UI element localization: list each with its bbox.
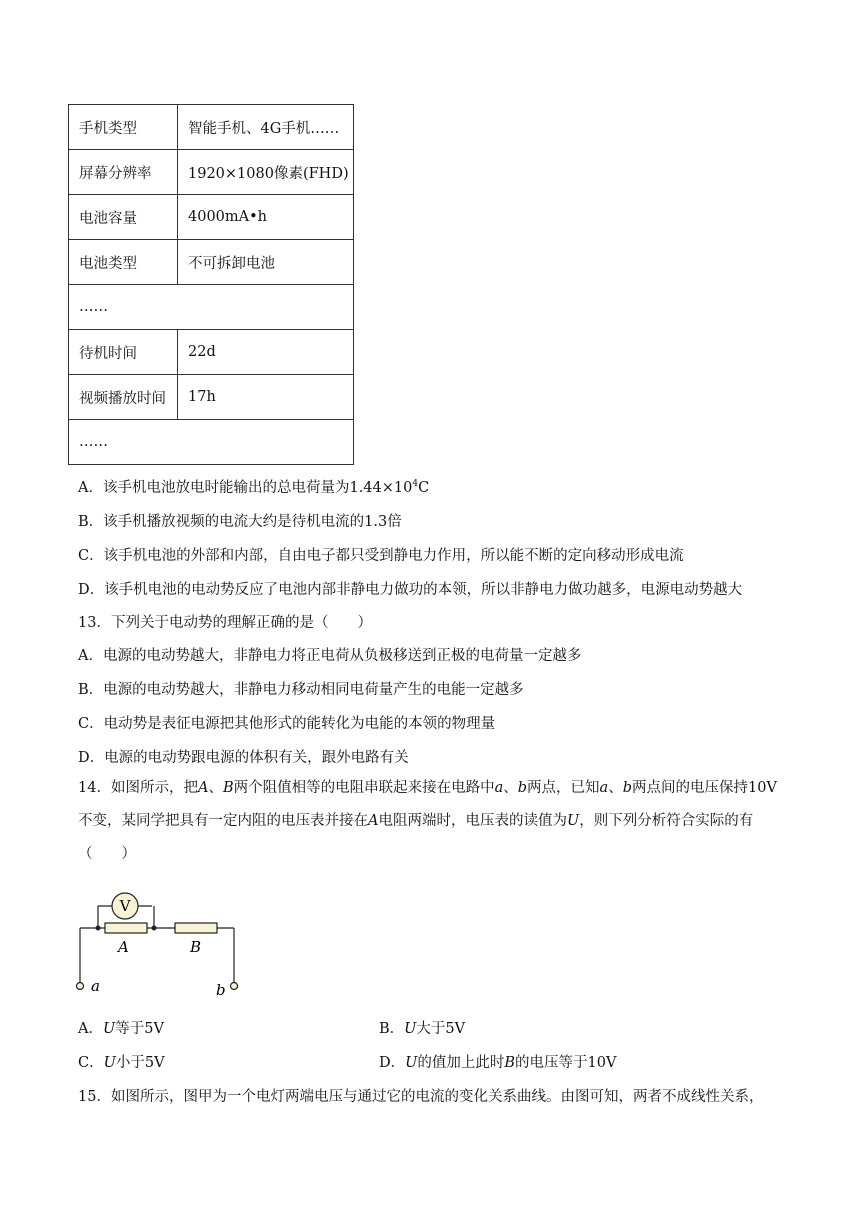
q14-text: ，则下列分析符合实际的有（ ） <box>78 813 754 862</box>
junction-dot <box>152 926 157 931</box>
spec-ellipsis: …… <box>69 420 354 465</box>
terminal-b <box>231 983 238 990</box>
table-row <box>69 330 354 375</box>
var-U: U <box>404 1021 417 1037</box>
resistor-b <box>175 923 217 933</box>
terminal-a <box>77 983 84 990</box>
spec-key: 屏幕分辨率 <box>69 150 178 195</box>
q14-option-a <box>78 1017 164 1038</box>
spec-key: 手机类型 <box>69 105 178 150</box>
table-row <box>69 150 354 195</box>
table-row <box>69 285 354 330</box>
spec-value: 不可拆卸电池 <box>178 240 354 285</box>
q14-text: 两点，已知 <box>527 780 600 796</box>
table-row <box>69 420 354 465</box>
var-U: U <box>102 1021 116 1037</box>
phone-spec-table <box>68 104 354 465</box>
spec-value: 4000mA•h <box>178 195 354 240</box>
option-text: 小于5V <box>115 1055 165 1071</box>
voltmeter-label: V <box>119 897 131 915</box>
spec-key: 待机时间 <box>69 330 178 375</box>
q13-option-d: D．电源的电动势跟电源的体积有关，跟外电路有关 <box>78 750 409 766</box>
q12-option-c: C．该手机电池的外部和内部，自由电子都只受到静电力作用，所以能不断的定向移动形成电流 <box>78 548 684 564</box>
q13-option-a: A．电源的电动势越大，非静电力将正电荷从负极移送到正极的电荷量一定越多 <box>78 648 582 664</box>
resistor-a-label: A <box>118 938 129 956</box>
q14-stem <box>78 772 790 871</box>
spec-ellipsis: …… <box>69 285 354 330</box>
q14-text: 、 <box>208 780 223 796</box>
q14-option-d <box>379 1051 616 1072</box>
q12-option-a-text: A．该手机电池放电时能输出的总电荷量为1.44×10 <box>78 480 413 496</box>
q14-text: 电阻两端时，电压表的读值为 <box>378 813 567 829</box>
table-row <box>69 240 354 285</box>
resistor-a <box>105 923 147 933</box>
spec-key: 电池容量 <box>69 195 178 240</box>
option-letter: C． <box>78 1055 104 1071</box>
var-U: U <box>405 1055 418 1071</box>
var-U: U <box>566 813 580 829</box>
var-B: B <box>222 780 234 796</box>
spec-value: 1920×1080像素(FHD) <box>178 150 354 195</box>
var-U: U <box>103 1055 116 1071</box>
table-row <box>69 375 354 420</box>
resistor-b-label: B <box>190 938 202 956</box>
q12-option-a-exponent: 4 <box>412 479 419 489</box>
var-a: a <box>599 780 609 796</box>
spec-key: 视频播放时间 <box>69 375 178 420</box>
q13-option-c: C．电动势是表征电源把其他形式的能转化为电能的本领的物理量 <box>78 716 496 732</box>
circuit-diagram <box>74 880 250 1000</box>
q14-option-b <box>379 1017 465 1038</box>
option-letter: D． <box>379 1055 406 1071</box>
var-A: A <box>197 780 209 796</box>
var-A: A <box>368 813 379 829</box>
option-text: 的值加上此时 <box>417 1055 505 1071</box>
q15-stem: 15．如图所示，图甲为一个电灯两端电压与通过它的电流的变化关系曲线。由图可知，两者不成线性关系， <box>78 1089 764 1105</box>
table-row <box>69 105 354 150</box>
q14-text: 两点间的电压保持10V不变，某同学把具有一定内阻的电压表并接在 <box>78 780 777 829</box>
option-letter: A． <box>78 1021 103 1037</box>
q12-option-d: D．该手机电池的电动势反应了电池内部非静电力做功的本领，所以非静电力做功越多，电源电动势越大 <box>78 582 743 598</box>
option-text: 大于5V <box>416 1021 466 1037</box>
q12-option-a <box>78 476 429 497</box>
terminal-b-label: b <box>216 981 226 999</box>
q14-text: 、 <box>503 780 518 796</box>
q14-text: 14．如图所示，把 <box>78 780 198 796</box>
q14-option-c <box>78 1051 165 1072</box>
var-B: B <box>504 1055 516 1071</box>
q12-option-b: B．该手机播放视频的电流大约是待机电流的1.3倍 <box>78 514 402 530</box>
junction-dot <box>96 926 101 931</box>
spec-value: 17h <box>178 375 354 420</box>
spec-value: 智能手机、4G手机…… <box>178 105 354 150</box>
q14-text: 两个阻值相等的电阻串联起来接在电路中 <box>233 780 495 796</box>
q13-stem: 13．下列关于电动势的理解正确的是（ ） <box>78 615 372 631</box>
var-a: a <box>494 780 504 796</box>
var-b: b <box>622 780 632 796</box>
spec-key: 电池类型 <box>69 240 178 285</box>
spec-value: 22d <box>178 330 354 375</box>
option-text: 的电压等于10V <box>515 1055 617 1071</box>
option-letter: B． <box>379 1021 405 1037</box>
var-b: b <box>517 780 528 796</box>
q14-text: 、 <box>608 780 623 796</box>
table-row <box>69 195 354 240</box>
option-text: 等于5V <box>115 1021 164 1037</box>
q12-option-a-unit: C <box>418 480 430 496</box>
q13-option-b: B．电源的电动势越大，非静电力移动相同电荷量产生的电能一定越多 <box>78 682 524 698</box>
terminal-a-label: a <box>91 977 100 995</box>
